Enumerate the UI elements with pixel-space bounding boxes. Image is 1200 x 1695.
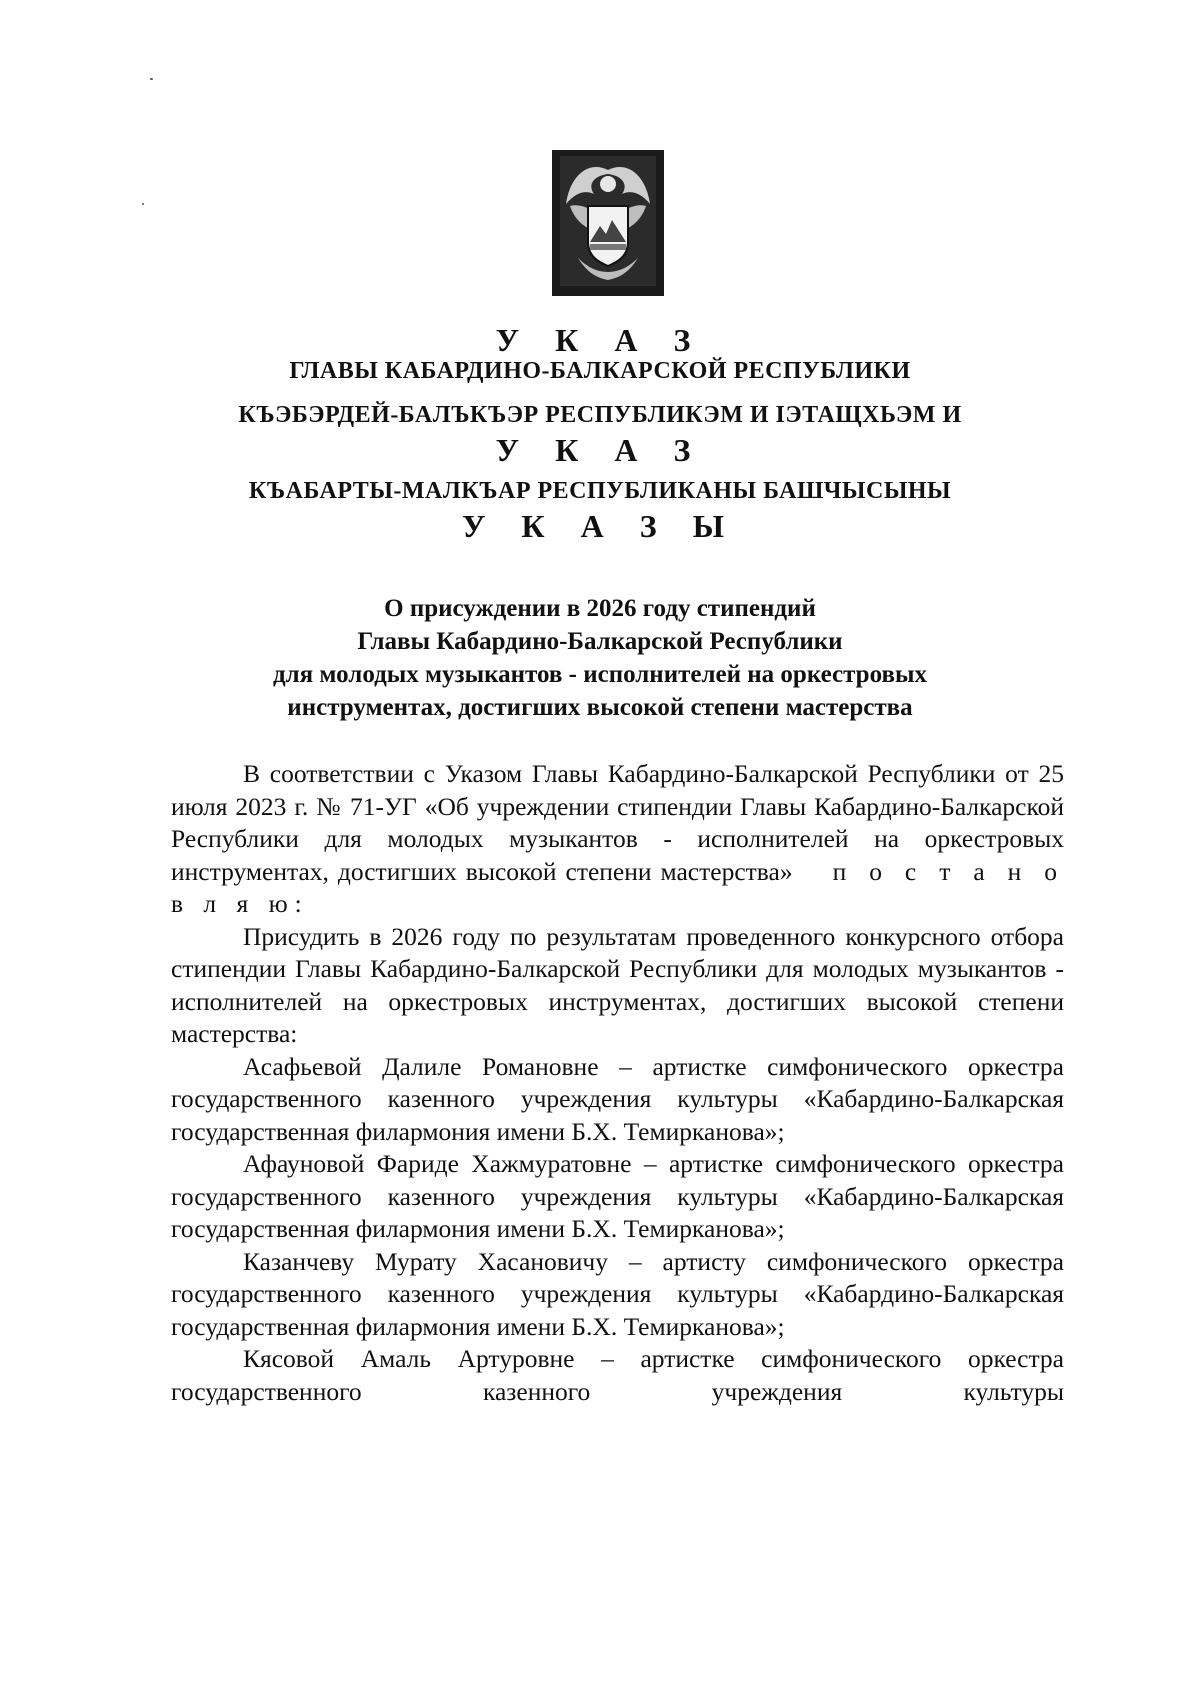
coat-of-arms-icon	[548, 146, 668, 296]
decree-heading: У К А З	[495, 322, 705, 358]
recipient-paragraph: Асафьевой Далиле Романовне – артистке симфонического оркестра государственного казенного учреждения культуры «Кабардино-Балкарская государственная филармония имени Б.Х. Темирканова»;	[171, 1051, 1064, 1146]
title-line: инструментах, достигших высокой степени мастерства	[287, 694, 913, 721]
scan-speck	[150, 78, 153, 80]
preamble-text: В соответствии с Указом Главы Кабардино-Балкарской Республики от 25 июля 2023 г. № 71-УГ «Об учреждении стипендии Главы Кабардино-Балкарской Республики для молодых музыкантов - исполнителей на оркестровых инструментах, достигших высокой степени мастерства»	[171, 759, 1064, 886]
issuer-line-kabardian: КЪЭБЭРДЕЙ-БАЛЪКЪЭР РЕСПУБЛИКЭМ И IЭТАЩХЬЭМ И	[238, 402, 962, 428]
preamble-paragraph	[171, 758, 1064, 921]
decree-word: п о с т а н о в л я ю:	[171, 856, 1065, 918]
decree-heading-kabardian: У К А З	[495, 432, 705, 468]
decree-body	[171, 758, 1064, 1408]
issuer-line-russian: ГЛАВЫ КАБАРДИНО-БАЛКАРСКОЙ РЕСПУБЛИКИ	[289, 358, 911, 384]
recipient-paragraph: Кясовой Амаль Артуровне – артистке симфонического оркестра государственного казенного учреждения культуры	[171, 1344, 1064, 1406]
recipient-paragraph: Казанчеву Мурату Хасановичу – артисту симфонического оркестра государственного казенного учреждения культуры «Кабардино-Балкарская государственная филармония имени Б.Х. Темирканова»;	[171, 1246, 1064, 1341]
decree-heading-balkar: У К А З Ы	[461, 508, 739, 544]
decree-title	[0, 592, 1200, 724]
title-line: для молодых музыкантов - исполнителей на оркестровых	[272, 661, 927, 688]
scan-speck	[142, 203, 144, 205]
award-paragraph: Присудить в 2026 году по результатам проведенного конкурсного отбора стипендии Главы Кабардино-Балкарской Республики для молодых музыкантов - исполнителей на оркестровых инструментах, достигших высокой степени мастерства:	[171, 921, 1064, 1048]
title-line: О присуждении в 2026 году стипендий	[384, 595, 816, 622]
recipient-paragraph: Афауновой Фариде Хажмуратовне – артистке симфонического оркестра государственного казенного учреждения культуры «Кабардино-Балкарская государственная филармония имени Б.Х. Темирканова»;	[171, 1149, 1064, 1243]
title-line: Главы Кабардино-Балкарской Республики	[357, 628, 843, 655]
issuer-line-balkar: КЪАБАРТЫ-МАЛКЪАР РЕСПУБЛИКАНЫ БАШЧЫСЫНЫ	[248, 478, 952, 504]
